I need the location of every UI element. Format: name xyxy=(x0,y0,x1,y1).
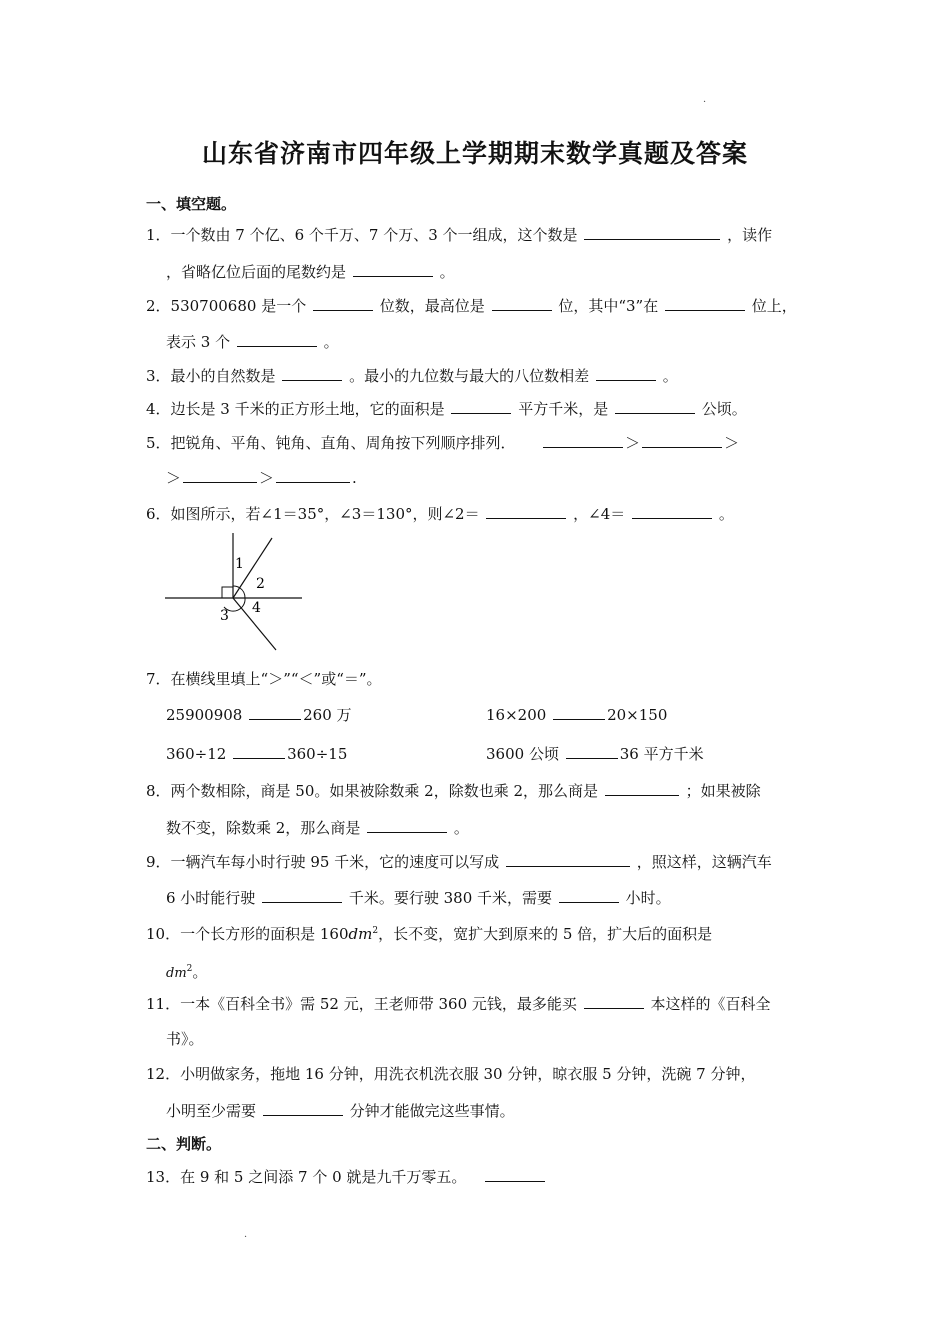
question-13 xyxy=(146,1166,547,1187)
page-title: 山东省济南市四年级上学期期末数学真题及答案 xyxy=(201,139,748,168)
q1-text-c: ，省略亿位后面的尾数约是 xyxy=(166,263,347,281)
q10-unit-square-2: 2 xyxy=(186,964,193,974)
question-10-line-1 xyxy=(146,921,712,944)
question-8-line-2 xyxy=(166,817,469,838)
q5-gt-1: ＞ xyxy=(625,434,641,452)
q2-text-f: 。 xyxy=(323,333,339,351)
question-7 xyxy=(146,669,382,689)
q5-end: . xyxy=(352,469,357,487)
q13-blank-answer[interactable] xyxy=(485,1166,545,1182)
q2-blank-unit[interactable] xyxy=(237,331,317,347)
figure-label-3: 3 xyxy=(220,608,229,624)
question-1-line-1 xyxy=(146,224,772,245)
q1-text-a: 1．一个数由 7 个亿、6 个千万、7 个万、3 个一组成，这个数是 xyxy=(146,226,578,244)
q7-blank-4[interactable] xyxy=(566,743,618,759)
q6-text-a: 6．如图所示，若∠1＝35°，∠3＝130°，则∠2＝ xyxy=(146,505,480,523)
q3-text-c: 。 xyxy=(662,367,678,385)
q10-text-a: 10．一个长方形的面积是 160 xyxy=(146,925,349,943)
question-3 xyxy=(146,365,678,386)
q8-text-c: 数不变，除数乘 2，那么商是 xyxy=(166,819,361,837)
q10-unit: dm xyxy=(348,925,373,943)
q9-blank-distance[interactable] xyxy=(262,887,342,903)
q2-text-b: 位数，最高位是 xyxy=(379,297,485,315)
angle-figure xyxy=(160,528,310,658)
q2-text-d: 位上， xyxy=(751,297,797,315)
q11-text-b: 本这样的《百科全 xyxy=(650,995,771,1013)
q1-text-d: 。 xyxy=(439,263,455,281)
q3-blank-difference[interactable] xyxy=(596,365,656,381)
q5-gt-2: ＞ xyxy=(724,434,740,452)
q2-text-c: 位，其中“3”在 xyxy=(558,297,659,315)
q7-r1a: 25900908 xyxy=(166,706,243,724)
q2-text-e: 表示 3 个 xyxy=(166,333,231,351)
figure-label-2: 2 xyxy=(256,576,265,592)
question-5-line-2 xyxy=(166,467,357,488)
q1-blank-number[interactable] xyxy=(584,224,720,240)
q7-blank-2[interactable] xyxy=(553,704,605,720)
section-heading-judgement: 二、判断。 xyxy=(146,1135,222,1153)
q8-text-b: ；如果被除 xyxy=(685,782,761,800)
section-heading-fill-blank: 一、填空题。 xyxy=(146,195,237,213)
q5-gt-3: ＞ xyxy=(166,469,182,487)
q9-text-e: 小时。 xyxy=(625,889,671,907)
q11-blank-count[interactable] xyxy=(584,993,644,1009)
q11-text-c: 书》。 xyxy=(166,1030,204,1048)
question-10-line-2 xyxy=(166,959,207,984)
q9-blank-hours[interactable] xyxy=(559,887,619,903)
q7-r1b: 260 万 xyxy=(303,706,352,724)
q5-gt-4: ＞ xyxy=(259,469,275,487)
question-11-line-1 xyxy=(146,993,770,1014)
q8-blank-2[interactable] xyxy=(367,817,447,833)
q7-r2d: 36 平方千米 xyxy=(619,745,704,763)
q9-text-b: ，照这样，这辆汽车 xyxy=(636,853,772,871)
q8-text-a: 8．两个数相除，商是 50。如果被除数乘 2，除数也乘 2，那么商是 xyxy=(146,782,599,800)
q5-blank-1[interactable] xyxy=(543,432,623,448)
question-9-line-1 xyxy=(146,851,772,872)
q7-r2c: 3600 公顷 xyxy=(486,745,559,763)
page-mark-bottom: ． xyxy=(244,1229,254,1240)
q7-blank-3[interactable] xyxy=(233,743,285,759)
question-7-row-2 xyxy=(166,743,866,764)
q9-blank-speed[interactable] xyxy=(506,851,630,867)
q8-text-d: 。 xyxy=(453,819,469,837)
q10-text-c: 。 xyxy=(192,963,208,981)
q2-blank-highest[interactable] xyxy=(492,295,552,311)
q9-text-a: 9．一辆汽车每小时行驶 95 千米，它的速度可以写成 xyxy=(146,853,500,871)
q6-text-c: 。 xyxy=(718,505,734,523)
page-mark-top: ． xyxy=(703,94,713,105)
angle-1-arc xyxy=(233,586,240,588)
question-9-line-2 xyxy=(166,887,671,908)
q4-text-b: 平方千米，是 xyxy=(518,400,609,418)
question-8-line-1 xyxy=(146,780,761,801)
q11-text-a: 11．一本《百科全书》需 52 元，王老师带 360 元钱，最多能买 xyxy=(146,995,577,1013)
q9-text-d: 千米。要行驶 380 千米，需要 xyxy=(348,889,553,907)
q3-blank-smallest[interactable] xyxy=(282,365,342,381)
q12-text-c: 分钟才能做完这些事情。 xyxy=(349,1102,515,1120)
question-4 xyxy=(146,398,747,419)
q2-text-a: 2．530700680 是一个 xyxy=(146,297,307,315)
q6-text-b: ，∠4＝ xyxy=(573,505,626,523)
q4-blank-area[interactable] xyxy=(451,398,511,414)
q7-r2a: 360÷12 xyxy=(166,745,227,763)
q2-blank-place[interactable] xyxy=(665,295,745,311)
q6-blank-angle2[interactable] xyxy=(486,503,566,519)
question-11-line-2 xyxy=(166,1029,204,1049)
q12-text-a: 12．小明做家务，拖地 16 分钟，用洗衣机洗衣服 30 分钟，晾衣服 5 分钟，洗碗 7 分钟， xyxy=(146,1065,756,1083)
q12-blank-minutes[interactable] xyxy=(263,1100,343,1116)
q1-blank-approx[interactable] xyxy=(353,261,433,277)
q8-blank-1[interactable] xyxy=(605,780,679,796)
question-12-line-1 xyxy=(146,1064,756,1084)
q13-text-a: 13．在 9 和 5 之间添 7 个 0 就是九千万零五。 xyxy=(146,1168,467,1186)
q6-blank-angle4[interactable] xyxy=(632,503,712,519)
q3-text-b: 。最小的九位数与最大的八位数相差 xyxy=(349,367,590,385)
q7-blank-1[interactable] xyxy=(249,704,301,720)
right-angle-marker xyxy=(222,587,233,598)
q1-text-b: ，读作 xyxy=(727,226,773,244)
q3-text-a: 3．最小的自然数是 xyxy=(146,367,276,385)
q5-text-a: 5．把锐角、平角、钝角、直角、周角按下列顺序排列． xyxy=(146,434,516,452)
question-2-line-1 xyxy=(146,295,797,316)
q5-blank-2[interactable] xyxy=(642,432,722,448)
question-1-line-2 xyxy=(166,261,455,282)
question-6 xyxy=(146,503,734,524)
question-7-row-1 xyxy=(166,704,866,725)
question-5-line-1 xyxy=(146,432,739,453)
q5-blank-3[interactable] xyxy=(183,467,257,483)
q9-text-c: 6 小时能行驶 xyxy=(166,889,256,907)
q12-text-b: 小明至少需要 xyxy=(166,1102,257,1120)
q10-unit-2: dm xyxy=(166,966,187,981)
question-12-line-2 xyxy=(166,1100,515,1121)
q5-blank-4[interactable] xyxy=(276,467,350,483)
figure-label-4: 4 xyxy=(252,600,261,616)
q7-r1d: 20×150 xyxy=(607,706,668,724)
question-2-line-2 xyxy=(166,331,339,352)
q4-blank-hectare[interactable] xyxy=(615,398,695,414)
q7-r2b: 360÷15 xyxy=(287,745,348,763)
q7-text-a: 7．在横线里填上“＞”“＜”或“＝”。 xyxy=(146,670,382,688)
q4-text-c: 公顷。 xyxy=(701,400,747,418)
angle-2-arc xyxy=(240,588,245,598)
q4-text-a: 4．边长是 3 千米的正方形土地，它的面积是 xyxy=(146,400,445,418)
q2-blank-digits[interactable] xyxy=(313,295,373,311)
q10-text-b: ，长不变，宽扩大到原来的 5 倍，扩大后的面积是 xyxy=(378,925,713,943)
figure-label-1: 1 xyxy=(235,556,244,572)
q10-unit-square: 2 xyxy=(372,926,379,936)
q7-r1c: 16×200 xyxy=(486,706,547,724)
